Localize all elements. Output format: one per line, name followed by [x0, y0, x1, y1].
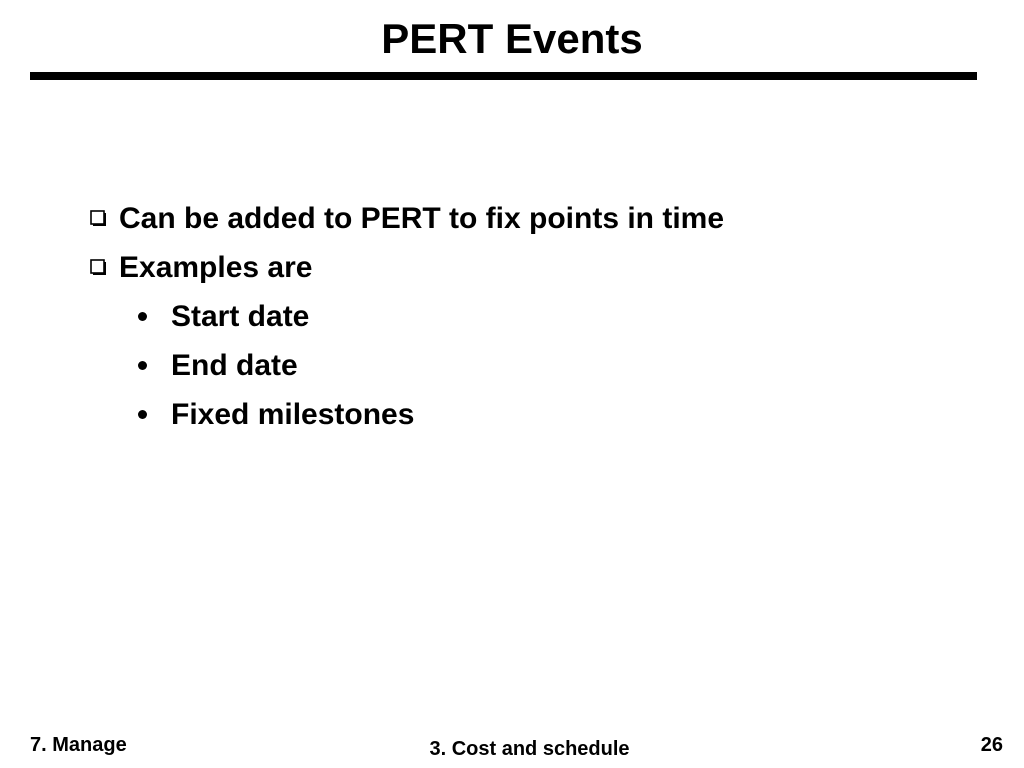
slide-title: PERT Events: [381, 15, 643, 62]
sub-list-item: [138, 292, 990, 341]
page-number: 26: [980, 734, 1003, 756]
square-bullet-icon: [90, 210, 107, 227]
sub-bullet-text: Fixed milestones: [171, 397, 415, 431]
square-bullet-icon: [90, 259, 107, 276]
sub-bullet-list: [138, 292, 990, 439]
sub-list-item: [138, 341, 990, 390]
footer-section-label: 7. Manage: [30, 734, 127, 756]
dot-bullet-icon: [138, 312, 147, 321]
dot-bullet-icon: [138, 361, 147, 370]
dot-bullet-icon: [138, 410, 147, 419]
bullet-text: Examples are: [119, 250, 313, 284]
bullet-text: Can be added to PERT to fix points in time: [119, 201, 725, 235]
sub-bullet-text: End date: [171, 348, 298, 382]
footer-topic-label: 3. Cost and schedule: [429, 738, 630, 760]
sub-list-item: [138, 390, 990, 439]
bullet-list: [90, 194, 990, 439]
list-item: [90, 194, 990, 243]
list-item: [90, 243, 990, 292]
sub-bullet-text: Start date: [171, 299, 310, 333]
title-underline: [30, 72, 977, 80]
